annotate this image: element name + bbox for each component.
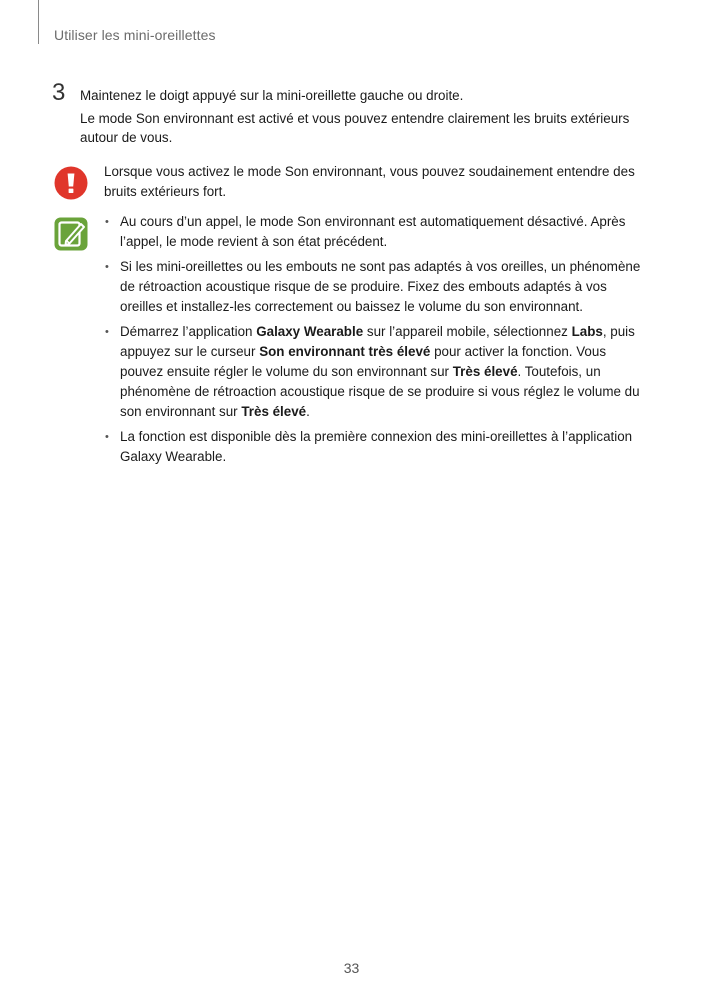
note-list-item [104, 257, 649, 317]
note-text: pour activer la fonction. Vous pouvez ensuite régler le volume du son environnant sur [120, 344, 607, 379]
step-result: Le mode Son environnant est activé et vous pouvez entendre clairement les bruits extérieurs autour de vous. [80, 111, 630, 145]
emphasized-term: Son environnant très élevé [259, 344, 431, 359]
bullet-icon: • [105, 216, 109, 228]
note-text: . [306, 404, 310, 419]
note-text: . Toutefois, un phénomène de rétroaction acoustique risque de se produire si vous réglez le volume du son environnant sur [120, 364, 640, 419]
emphasized-term: Très élevé [241, 404, 307, 419]
note-text: Au cours d’un appel, le mode Son environnant est automatiquement désactivé. Après l’appel, le mode revient à son état précédent. [120, 214, 626, 249]
step-instruction: Maintenez le doigt appuyé sur la mini-oreillette gauche ou droite. [80, 88, 464, 103]
note-text: Démarrez l’application [120, 324, 257, 339]
emphasized-term: Très élevé [452, 364, 518, 379]
note-list-item [104, 427, 649, 467]
caution-text: Lorsque vous activez le mode Son environnant, vous pouvez soudainement entendre des bruits extérieurs fort. [104, 164, 635, 199]
note-text: La fonction est disponible dès la première connexion des mini-oreillettes à l’application Galaxy Wearable. [120, 429, 633, 464]
emphasized-term: Labs [571, 324, 603, 339]
bullet-icon: • [105, 261, 109, 273]
step-number: 3 [52, 79, 66, 106]
bullet-icon: • [105, 431, 109, 443]
page-number: 33 [343, 960, 360, 976]
exclamation-icon [54, 166, 88, 200]
note-text: Si les mini-oreillettes ou les embouts ne sont pas adaptés à vos oreilles, un phénomène de rétroaction acoustique risque de se produire. Fixez des embouts adaptés à vos oreilles et installez-les correctement ou baissez le volume du son environnant. [120, 259, 641, 314]
note-list [104, 212, 649, 472]
page-header-title: Utiliser les mini-oreillettes [54, 27, 216, 43]
bullet-icon: • [105, 326, 109, 338]
note-pencil-icon [54, 217, 88, 251]
emphasized-term: Galaxy Wearable [256, 324, 364, 339]
note-text: , puis appuyez sur le curseur [120, 324, 635, 359]
header-divider [38, 0, 39, 44]
note-list-item [104, 212, 649, 252]
step-body [80, 86, 650, 147]
note-list-item [104, 322, 649, 422]
note-text: sur l’appareil mobile, sélectionnez [363, 324, 572, 339]
